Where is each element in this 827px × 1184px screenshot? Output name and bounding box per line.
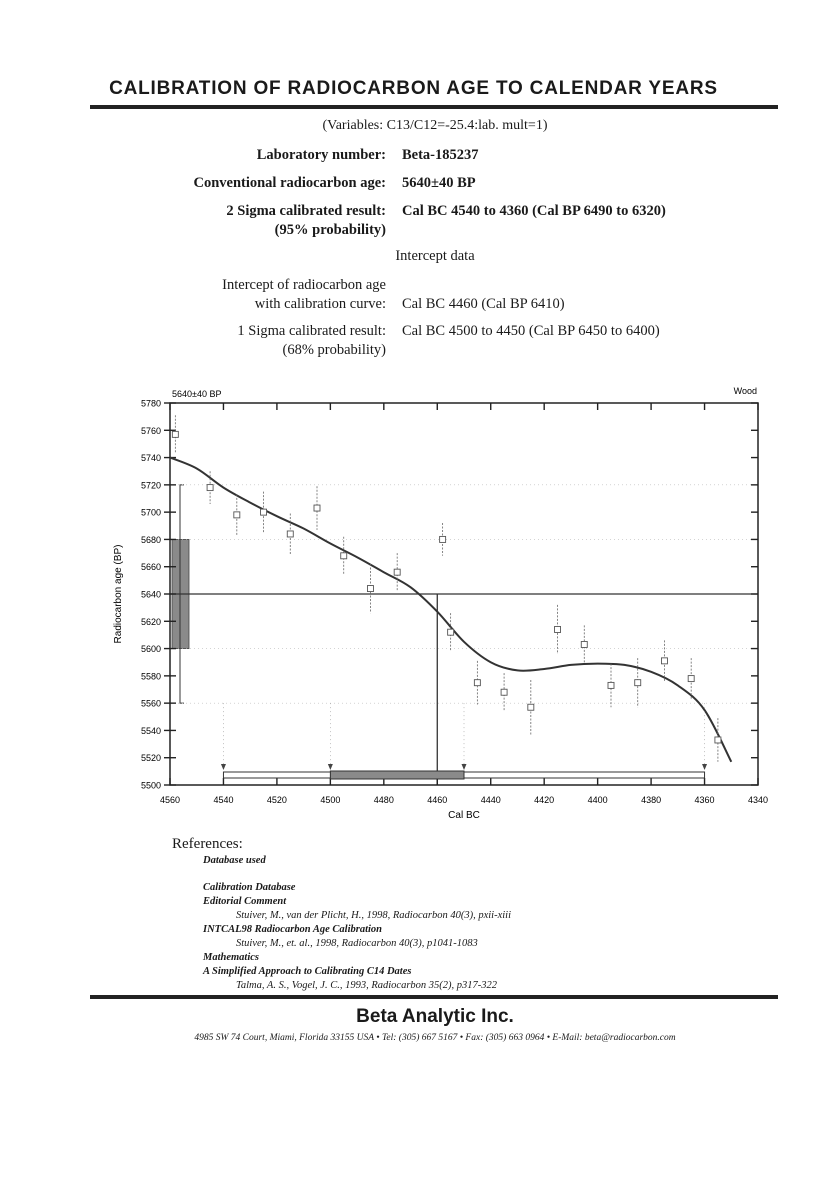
x-tick-label: 4340: [747, 795, 769, 805]
reference-item: Stuiver, M., van der Plicht, H., 1998, Radiocarbon 40(3), pxii-xiii: [236, 910, 511, 921]
range-marker: [328, 764, 333, 770]
variables-line: (Variables: C13/C12=-25.4:lab. mult=1): [322, 118, 548, 133]
reference-item: Calibration Database: [203, 882, 296, 893]
x-tick-label: 4560: [159, 795, 181, 805]
data-point: [314, 505, 320, 511]
two-sigma-probability: (95% probability): [274, 222, 386, 238]
reference-item: Database used: [203, 855, 266, 866]
one-sigma-value: Cal BC 4500 to 4450 (Cal BP 6450 to 6400): [402, 323, 660, 339]
reference-item: INTCAL98 Radiocarbon Age Calibration: [203, 924, 383, 935]
lab-number-value: Beta-185237: [402, 147, 479, 163]
x-tick-label: 4460: [427, 795, 448, 805]
lab-number-label: Laboratory number:: [256, 147, 386, 163]
two-sigma-label: 2 Sigma calibrated result:: [226, 203, 386, 219]
y-tick-label: 5540: [140, 725, 161, 736]
intercept-label: Intercept of radiocarbon age: [222, 277, 386, 293]
y-tick-label: 5760: [140, 425, 161, 436]
reference-item: Mathematics: [203, 952, 260, 963]
data-point: [661, 658, 667, 664]
two-sigma-value: Cal BC 4540 to 4360 (Cal BP 6490 to 6320): [402, 203, 666, 219]
intercept-label-2: with calibration curve:: [254, 296, 386, 312]
data-point: [394, 569, 400, 575]
reference-item: Talma, A. S., Vogel, J. C., 1993, Radiocarbon 35(2), p317-322: [236, 980, 498, 991]
y-tick-label: 5700: [140, 507, 161, 518]
data-point: [287, 531, 293, 537]
calibration-curve: [170, 458, 731, 762]
intercept-heading: Intercept data: [395, 248, 475, 264]
y-tick-label: 5780: [140, 398, 161, 409]
data-point: [555, 626, 561, 632]
data-point: [528, 704, 534, 710]
data-point: [261, 509, 267, 515]
y-tick-label: 5600: [140, 644, 161, 655]
y-tick-label: 5560: [140, 698, 161, 709]
data-point: [715, 737, 721, 743]
reference-item: Editorial Comment: [203, 896, 287, 907]
x-tick-label: 4420: [534, 795, 555, 805]
one-sigma-range-bar: [330, 771, 464, 779]
x-tick-label: 4380: [641, 795, 662, 805]
data-point: [172, 431, 178, 437]
data-point: [448, 629, 454, 635]
chart-annotation-left: 5640±40 BP: [172, 389, 222, 399]
conventional-age-value: 5640±40 BP: [402, 175, 476, 191]
company-name: Beta Analytic Inc.: [356, 1006, 514, 1027]
y-tick-label: 5660: [140, 562, 161, 573]
y-tick-label: 5720: [140, 480, 161, 491]
references-heading: References:: [172, 836, 243, 852]
reference-item: A Simplified Approach to Calibrating C14 Dates: [203, 966, 412, 977]
data-point: [688, 676, 694, 682]
page-title: CALIBRATION OF RADIOCARBON AGE TO CALENDAR YEARS: [109, 78, 718, 99]
y-tick-label: 5680: [140, 534, 161, 545]
y-tick-label: 5520: [140, 753, 161, 764]
chart-annotation-right: Wood: [733, 386, 757, 396]
data-point: [341, 553, 347, 559]
x-tick-label: 4500: [320, 795, 341, 805]
range-marker: [221, 764, 226, 770]
conventional-age-label: Conventional radiocarbon age:: [193, 175, 386, 191]
x-tick-label: 4360: [694, 795, 715, 805]
y-tick-label: 5640: [140, 589, 161, 600]
range-marker: [702, 764, 707, 770]
data-point: [635, 680, 641, 686]
bottom-divider: [90, 995, 778, 999]
data-point: [474, 680, 480, 686]
data-point: [207, 485, 213, 491]
intercept-value: Cal BC 4460 (Cal BP 6410): [402, 296, 565, 312]
data-point: [608, 682, 614, 688]
x-tick-label: 4400: [587, 795, 608, 805]
x-tick-label: 4540: [213, 795, 234, 805]
one-sigma-probability: (68% probability): [282, 342, 386, 358]
y-tick-label: 5580: [140, 671, 161, 682]
y-tick-label: 5620: [140, 616, 161, 627]
y-tick-label: 5500: [140, 780, 161, 791]
data-point: [367, 586, 373, 592]
x-tick-label: 4480: [373, 795, 394, 805]
data-point: [234, 512, 240, 518]
x-axis-label: Cal BC: [448, 810, 480, 821]
y-tick-label: 5740: [140, 453, 161, 464]
one-sigma-label: 1 Sigma calibrated result:: [237, 323, 386, 339]
x-tick-label: 4440: [480, 795, 501, 805]
x-tick-label: 4520: [266, 795, 287, 805]
reference-item: Stuiver, M., et. al., 1998, Radiocarbon 40(3), p1041-1083: [236, 938, 478, 949]
data-point: [501, 689, 507, 695]
y-axis-label: Radiocarbon age (BP): [113, 544, 124, 644]
data-point: [440, 536, 446, 542]
data-point: [581, 641, 587, 647]
company-address: 4985 SW 74 Court, Miami, Florida 33155 USA • Tel: (305) 667 5167 • Fax: (305) 663 0964 • E-Mail: beta@radiocarbon.com: [194, 1033, 676, 1043]
range-marker: [462, 764, 467, 770]
